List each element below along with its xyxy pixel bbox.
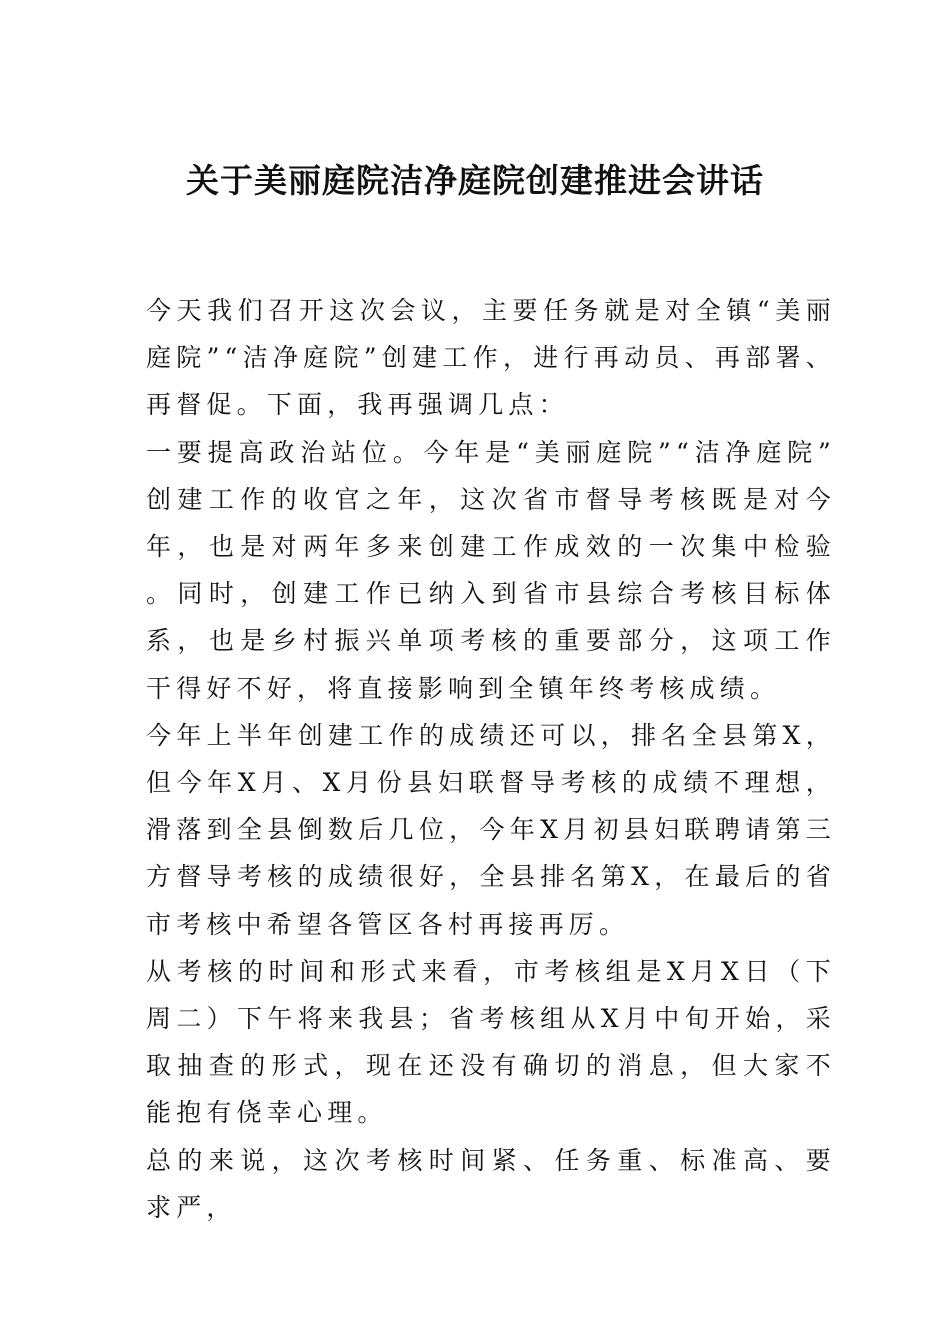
- paragraph-inspection-schedule: 从考核的时间和形式来看，市考核组是X月X日（下周二）下午将来我县；省考核组从X月中旬开始，采取抽查的形式，现在还没有确切的消息，但大家不能抱有侥幸心理。: [146, 956, 836, 1128]
- paragraph-summary: 总的来说，这次考核时间紧、任务重、标准高、要求严，: [146, 1145, 836, 1222]
- paragraph-intro: 今天我们召开这次会议，主要任务就是对全镇“美丽庭院”“洁净庭院”创建工作，进行再动员、再部署、再督促。下面，我再强调几点：: [146, 296, 836, 420]
- paragraph-ranking: 今年上半年创建工作的成绩还可以，排名全县第X，但今年X月、X月份县妇联督导考核的成绩不理想，滑落到全县倒数后几位，今年X月初县妇联聘请第三方督导考核的成绩很好，全县排名第X，在最后的省市考核中希望各管区各村再接再厉。: [146, 720, 836, 939]
- document-body: [146, 287, 836, 1231]
- document-title: 关于美丽庭院洁净庭院创建推进会讲话: [186, 161, 764, 200]
- paragraph-political-standing: 一要提高政治站位。今年是“美丽庭院”“洁净庭院”创建工作的收官之年，这次省市督导考核既是对今年，也是对两年多来创建工作成效的一次集中检验。同时，创建工作已纳入到省市县综合考核目标体系，也是乡村振兴单项考核的重要部分，这项工作干得好不好，将直接影响到全镇年终考核成绩。: [146, 437, 836, 703]
